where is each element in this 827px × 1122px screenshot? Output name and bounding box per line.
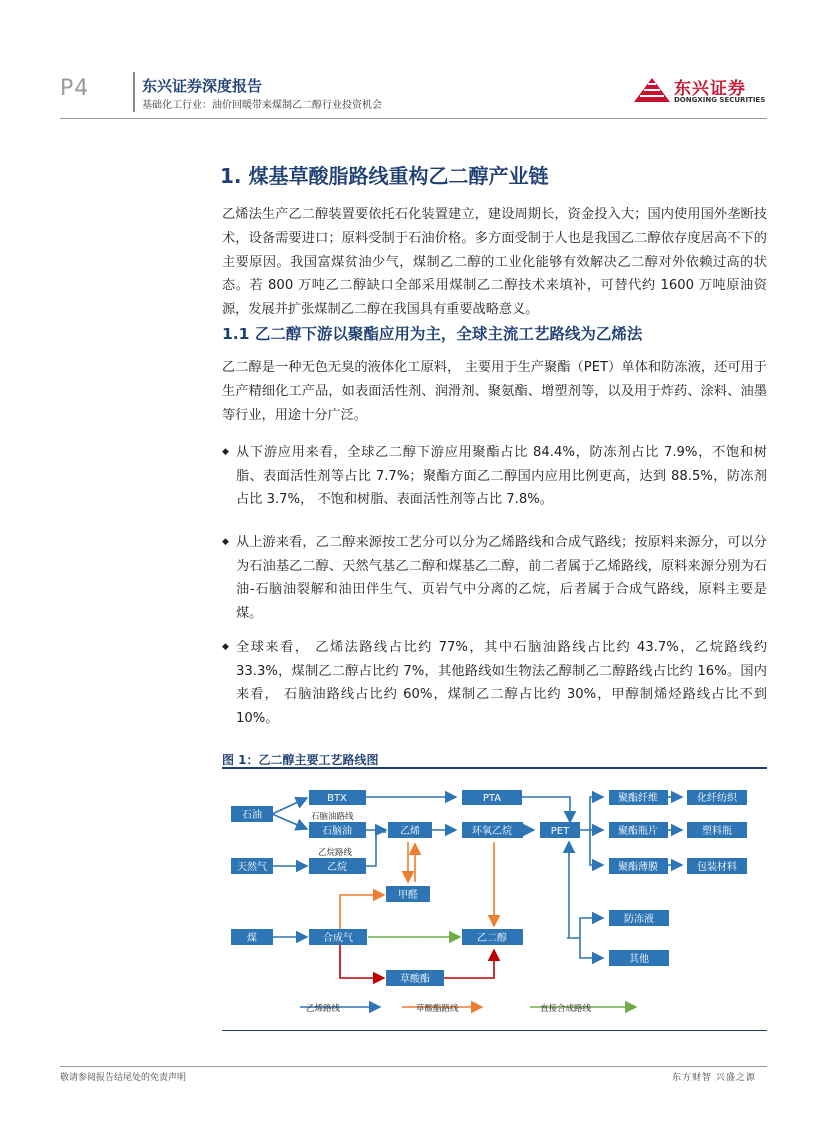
label-suliaoping: 塑料瓶 (702, 826, 732, 837)
label-jiaquan: 甲醛 (398, 890, 418, 901)
bullet-diamond-icon: ◆ (222, 642, 229, 652)
ethane-route-label: 乙烷路线 (318, 848, 353, 858)
label-mei: 煤 (247, 933, 257, 944)
bullet-text: 全球来看， 乙烯法路线占比约 77%，其中石脑油路线占比约 43.7%，乙烷路线约 33.3%，煤制乙二醇占比约 7%，其他路线如生物法乙醇制乙二醇路线占比约 16%。国内来看， 石脑油路线占比约 60%，煤制乙二醇占比约 30%，甲醇制烯烃路线占比不到 10%。 (236, 640, 767, 726)
label-baozhuangcailiao: 包装材料 (697, 862, 737, 873)
label-yiwan: 乙烷 (327, 862, 347, 873)
report-title: 东兴证券深度报告 (142, 77, 263, 95)
figure-bottom-rule (222, 1030, 767, 1031)
label-fangdongye: 防冻液 (624, 914, 654, 925)
label-tianranqi: 天然气 (237, 862, 267, 873)
label-caosuanzhi: 草酸酯 (400, 974, 430, 985)
label-pta: PTA (482, 793, 502, 804)
legend-direct: 直接合成路线 (540, 1004, 592, 1014)
label-huanyangyiwan: 环氧乙烷 (472, 826, 512, 837)
label-yierchun: 乙二醇 (477, 933, 507, 944)
bullet-diamond-icon: ◆ (222, 447, 229, 457)
footer-disclaimer: 敬请参阅报告结尾处的免责声明 (60, 1073, 187, 1083)
figure-caption: 图 1：乙二醇主要工艺路线图 (222, 753, 379, 767)
page-number: P4 (60, 76, 90, 101)
label-yixi: 乙烯 (400, 826, 420, 837)
logo-text-en: DONGXING SECURITIES (674, 96, 766, 104)
logo-text-cn: 东兴证券 (674, 79, 746, 99)
label-qita: 其他 (629, 954, 649, 965)
footer-rule (60, 1066, 767, 1067)
label-shinaoyou: 石脑油 (322, 826, 352, 837)
bullet-text: 从上游来看，乙二醇来源按工艺分可以分为乙烯路线和合成气路线；按原料来源分，可以分为石油基乙二醇、天然气基乙二醇和煤基乙二醇，前二者属于乙烯路线，原料来源分别为石油-石脑油裂解和油田伴生气、页岩气中分离的乙烷，后者属于合成气路线，原料主要是煤。 (236, 535, 767, 621)
section-paragraph: 乙烯法生产乙二醇装置要依托石化装置建立，建设周期长，资金投入大；国内使用国外垄断技术，设备需要进口；原料受制于石油价格。多方面受制于人也是我国乙二醇依存度居高不下的主要原因。我国富煤贫油少气，煤制乙二醇的工业化能够有效解决乙二醇对外依赖过高的状态。若 800 万吨乙二醇缺口全部采用煤制乙二醇技术来填补，可替代约 1600 万吨原油资源，发展并扩张煤制乙二醇在我国具有重要战略意义。 (222, 207, 767, 318)
legend-ethylene: 乙烯路线 (306, 1004, 341, 1014)
label-juzhixianwei: 聚酯纤维 (618, 793, 658, 804)
legend-oxalate: 草酸酯路线 (416, 1004, 459, 1014)
report-subtitle: 基础化工行业：油价回暖带来煤制乙二醇行业投资机会 (142, 100, 382, 111)
bullet-text: 从下游应用来看，全球乙二醇下游应用聚酯占比 84.4%，防冻剂占比 7.9%，不饱和树脂、表面活性剂等占比 7.7%；聚酯方面乙二醇国内应用比例更高，达到 88.5%，防冻剂占比 3.7%， 不饱和树脂、表面活性剂等占比 7.8%。 (236, 445, 767, 507)
diagram-nodes (231, 790, 747, 986)
subsection-paragraph: 乙二醇是一种无色无臭的液体化工原料， 主要用于生产聚酯（PET）单体和防冻液，还可用于生产精细化工产品，如表面活性剂、润滑剂、聚氨酯、增塑剂等，以及用于炸药、涂料、油墨等行业，用途十分广泛。 (222, 360, 767, 423)
legend (300, 1003, 636, 1014)
label-btx: BTX (327, 793, 347, 804)
section-title: 1. 煤基草酸脂路线重构乙二醇产业链 (220, 164, 549, 188)
subsection-title: 1.1 乙二醇下游以聚酯应用为主，全球主流工艺路线为乙烯法 (222, 325, 643, 343)
label-juzhiqiepian: 聚酯瓶片 (618, 826, 658, 837)
label-shiyou: 石油 (242, 810, 262, 821)
label-pet: PET (550, 826, 570, 837)
bullet-diamond-icon: ◆ (222, 537, 229, 547)
label-huaqianfangzhi: 化纤纺织 (697, 793, 737, 804)
footer-slogan: 东方财智 兴盛之源 (672, 1073, 756, 1083)
naphtha-route-label: 石脑油路线 (311, 812, 354, 822)
label-juzhibomo: 聚酯薄膜 (618, 862, 658, 873)
label-hechengqi: 合成气 (323, 933, 353, 944)
